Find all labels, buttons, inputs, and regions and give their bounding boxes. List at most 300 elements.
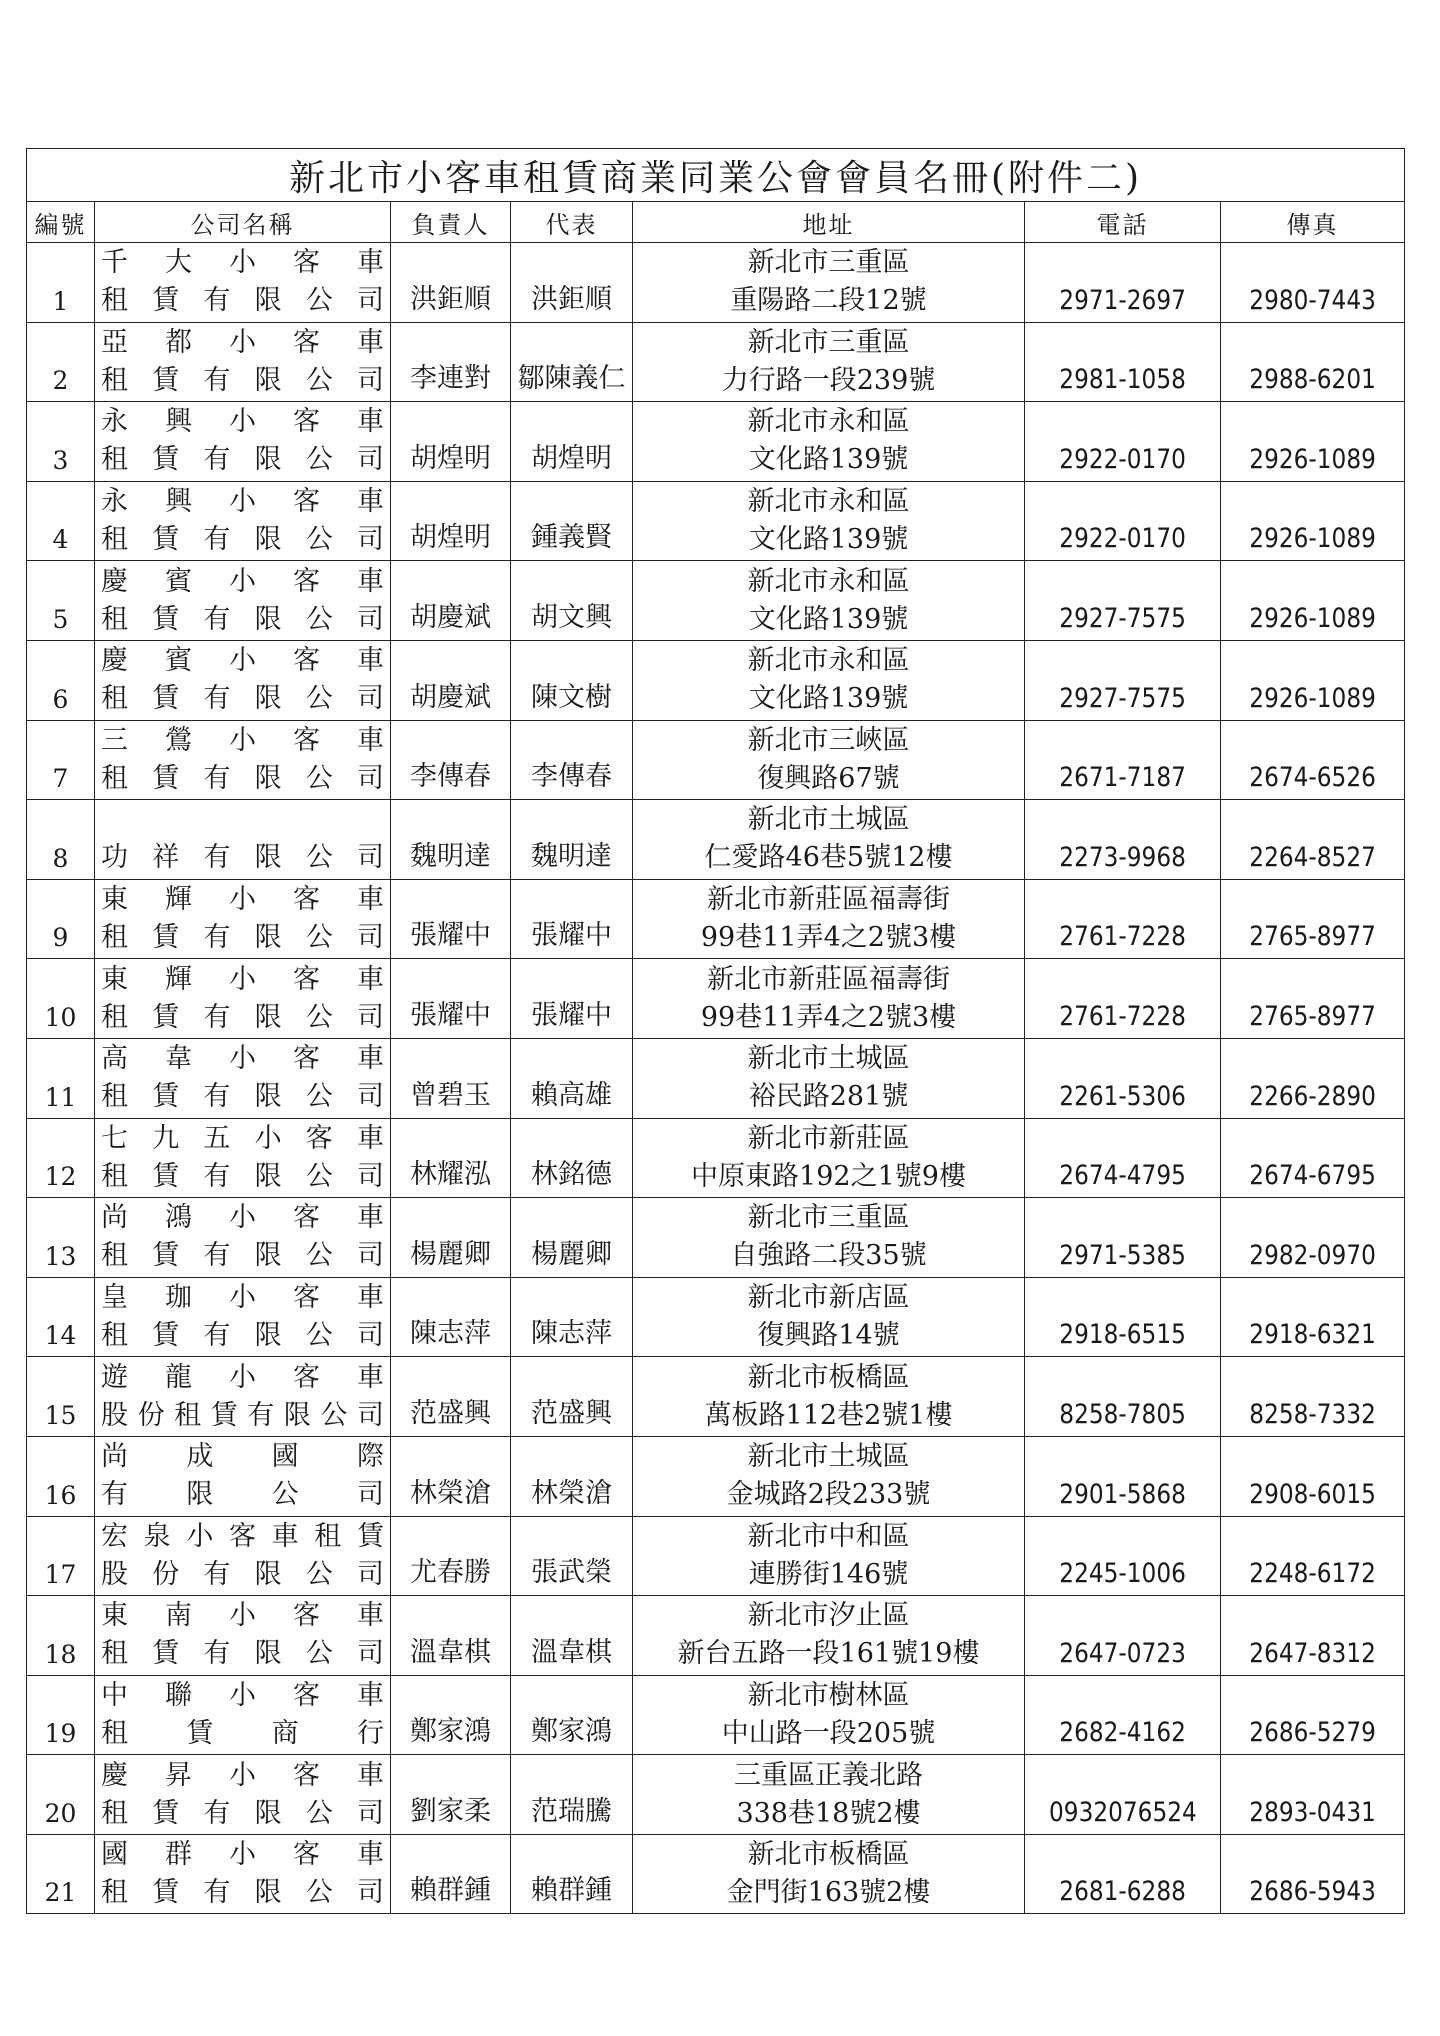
page-title: 新北市小客車租賃商業同業公會會員名冊(附件二) bbox=[27, 149, 1405, 202]
owner-name: 胡煌明 bbox=[391, 402, 511, 482]
representative-name: 溫韋棋 bbox=[511, 1596, 633, 1676]
table-row bbox=[27, 243, 1405, 323]
company-name-line: 東 南 小 客 車 bbox=[101, 1600, 384, 1632]
phone-number bbox=[1025, 640, 1221, 720]
representative-name: 張武榮 bbox=[511, 1516, 633, 1596]
company-name-line: 租 賃 有 限 公 司 bbox=[101, 762, 384, 794]
fax-value: 2674-6795 bbox=[1249, 1160, 1376, 1192]
company-name-line: 有 限 公 司 bbox=[101, 1479, 384, 1511]
address-line: 新北市土城區 bbox=[747, 804, 910, 836]
representative-name: 陳文樹 bbox=[511, 640, 633, 720]
fax-number bbox=[1221, 720, 1405, 800]
company-name-line: 東 輝 小 客 車 bbox=[101, 963, 384, 995]
fax-value: 2686-5943 bbox=[1249, 1876, 1376, 1908]
phone-value: 2261-5306 bbox=[1059, 1080, 1186, 1112]
address bbox=[633, 402, 1025, 482]
fax-value: 2765-8977 bbox=[1249, 921, 1376, 953]
company-name-line: 租 賃 有 限 公 司 bbox=[101, 1638, 384, 1670]
fax-number bbox=[1221, 1277, 1405, 1357]
phone-value: 2927-7575 bbox=[1059, 602, 1186, 634]
phone-number bbox=[1025, 243, 1221, 323]
owner-name: 楊麗卿 bbox=[391, 1198, 511, 1278]
owner-name: 尤春勝 bbox=[391, 1516, 511, 1596]
address-line: 新北市土城區 bbox=[747, 1441, 910, 1473]
representative-name: 洪鉅順 bbox=[511, 243, 633, 323]
address-line: 裕民路281號 bbox=[748, 1081, 909, 1113]
address-line: 力行路一段239號 bbox=[721, 364, 936, 396]
member-number: 17 bbox=[27, 1516, 95, 1596]
fax-value: 2248-6172 bbox=[1249, 1558, 1376, 1590]
member-number: 21 bbox=[27, 1834, 95, 1914]
header-fax: 傳真 bbox=[1221, 202, 1405, 243]
fax-number bbox=[1221, 959, 1405, 1039]
representative-name: 林銘德 bbox=[511, 1118, 633, 1198]
fax-value: 2893-0431 bbox=[1249, 1796, 1376, 1828]
representative-name: 鄒陳義仁 bbox=[511, 322, 633, 402]
table-row bbox=[27, 1596, 1405, 1676]
address-line: 新北市板橋區 bbox=[747, 1361, 910, 1393]
member-number: 19 bbox=[27, 1675, 95, 1755]
phone-value: 2761-7228 bbox=[1059, 1000, 1186, 1032]
member-number: 10 bbox=[27, 959, 95, 1039]
company-name-line: 租 賃 有 限 公 司 bbox=[101, 683, 384, 715]
phone-number bbox=[1025, 1834, 1221, 1914]
phone-value: 2971-2697 bbox=[1059, 284, 1186, 316]
phone-number bbox=[1025, 322, 1221, 402]
address bbox=[633, 243, 1025, 323]
company-name-line: 租 賃 有 限 公 司 bbox=[101, 285, 384, 317]
table-row bbox=[27, 481, 1405, 561]
address-line: 萬板路112巷2號1樓 bbox=[704, 1399, 953, 1431]
address bbox=[633, 481, 1025, 561]
table-row bbox=[27, 959, 1405, 1039]
fax-value: 2765-8977 bbox=[1249, 1000, 1376, 1032]
company-name bbox=[95, 322, 391, 402]
address bbox=[633, 1118, 1025, 1198]
address bbox=[633, 1277, 1025, 1357]
table-row bbox=[27, 1436, 1405, 1516]
header-address: 地址 bbox=[633, 202, 1025, 243]
phone-value: 2273-9968 bbox=[1059, 841, 1186, 873]
phone-number bbox=[1025, 1436, 1221, 1516]
address bbox=[633, 322, 1025, 402]
member-number: 3 bbox=[27, 402, 95, 482]
phone-value: 2927-7575 bbox=[1059, 682, 1186, 714]
fax-value: 2918-6321 bbox=[1249, 1319, 1376, 1351]
company-name-line: 東 輝 小 客 車 bbox=[101, 884, 384, 916]
phone-number bbox=[1025, 1755, 1221, 1835]
owner-name: 賴群鍾 bbox=[391, 1834, 511, 1914]
title-row bbox=[27, 149, 1405, 202]
company-name bbox=[95, 959, 391, 1039]
fax-number bbox=[1221, 1038, 1405, 1118]
address-line: 新北市土城區 bbox=[747, 1043, 910, 1075]
representative-name: 魏明達 bbox=[511, 800, 633, 880]
phone-number bbox=[1025, 1357, 1221, 1437]
table-row bbox=[27, 1755, 1405, 1835]
table-row bbox=[27, 1277, 1405, 1357]
header-phone: 電話 bbox=[1025, 202, 1221, 243]
company-name bbox=[95, 1277, 391, 1357]
member-number: 6 bbox=[27, 640, 95, 720]
fax-number bbox=[1221, 322, 1405, 402]
table-row bbox=[27, 879, 1405, 959]
address-line: 新北市永和區 bbox=[747, 406, 910, 438]
address-line: 新北市板橋區 bbox=[747, 1839, 910, 1871]
company-name-line: 租 賃 有 限 公 司 bbox=[101, 524, 384, 556]
phone-value: 2682-4162 bbox=[1059, 1717, 1186, 1749]
fax-value: 2926-1089 bbox=[1249, 443, 1376, 475]
address-line: 新北市永和區 bbox=[747, 565, 910, 597]
fax-number bbox=[1221, 1596, 1405, 1676]
company-name bbox=[95, 1357, 391, 1437]
owner-name: 曾碧玉 bbox=[391, 1038, 511, 1118]
phone-number bbox=[1025, 879, 1221, 959]
owner-name: 李連對 bbox=[391, 322, 511, 402]
representative-name: 賴高雄 bbox=[511, 1038, 633, 1118]
company-name bbox=[95, 800, 391, 880]
address bbox=[633, 959, 1025, 1039]
address bbox=[633, 800, 1025, 880]
phone-number bbox=[1025, 1596, 1221, 1676]
company-name-line: 永 興 小 客 車 bbox=[101, 406, 384, 438]
address-line: 金城路2段233號 bbox=[726, 1479, 931, 1511]
address bbox=[633, 879, 1025, 959]
company-name-line: 七 九 五 小 客 車 bbox=[101, 1122, 384, 1154]
address-line: 新北市新莊區福壽街 bbox=[707, 963, 950, 995]
phone-value: 2922-0170 bbox=[1059, 523, 1186, 555]
company-name-line: 租 賃 有 限 公 司 bbox=[101, 1160, 384, 1192]
fax-number bbox=[1221, 879, 1405, 959]
phone-value: 2761-7228 bbox=[1059, 921, 1186, 953]
fax-number bbox=[1221, 1198, 1405, 1278]
fax-number bbox=[1221, 402, 1405, 482]
fax-number bbox=[1221, 561, 1405, 641]
company-name-line: 租 賃 有 限 公 司 bbox=[101, 444, 384, 476]
phone-number bbox=[1025, 481, 1221, 561]
company-name bbox=[95, 1675, 391, 1755]
company-name-line bbox=[101, 801, 384, 839]
phone-value: 8258-7805 bbox=[1059, 1398, 1186, 1430]
address-line: 文化路139號 bbox=[748, 444, 909, 476]
owner-name: 范盛興 bbox=[391, 1357, 511, 1437]
fax-value: 2926-1089 bbox=[1249, 523, 1376, 555]
owner-name: 林耀泓 bbox=[391, 1118, 511, 1198]
company-name-line: 慶 賓 小 客 車 bbox=[101, 645, 384, 677]
table-row bbox=[27, 561, 1405, 641]
header-rep: 代表 bbox=[511, 202, 633, 243]
company-name-line: 慶 賓 小 客 車 bbox=[101, 565, 384, 597]
fax-value: 2647-8312 bbox=[1249, 1637, 1376, 1669]
member-number: 7 bbox=[27, 720, 95, 800]
address-line: 復興路67號 bbox=[757, 762, 900, 794]
address-line: 新北市新莊區福壽街 bbox=[707, 884, 950, 916]
company-name-line: 租 賃 有 限 公 司 bbox=[101, 1797, 384, 1829]
address-line: 文化路139號 bbox=[748, 603, 909, 635]
representative-name: 楊麗卿 bbox=[511, 1198, 633, 1278]
company-name-line: 三 鶯 小 客 車 bbox=[101, 724, 384, 756]
owner-name: 李傳春 bbox=[391, 720, 511, 800]
table-row bbox=[27, 1118, 1405, 1198]
address-line: 新北市三重區 bbox=[747, 247, 910, 279]
header-owner: 負責人 bbox=[391, 202, 511, 243]
owner-name: 劉家柔 bbox=[391, 1755, 511, 1835]
company-name bbox=[95, 879, 391, 959]
member-number: 15 bbox=[27, 1357, 95, 1437]
company-name-line: 尚 成 國 際 bbox=[101, 1441, 384, 1473]
owner-name: 魏明達 bbox=[391, 800, 511, 880]
company-name-line: 中 聯 小 客 車 bbox=[101, 1679, 384, 1711]
address-line: 338巷18號2樓 bbox=[736, 1797, 921, 1829]
address bbox=[633, 561, 1025, 641]
company-name-line: 功 祥 有 限 公 司 bbox=[101, 842, 384, 874]
address bbox=[633, 1436, 1025, 1516]
fax-number bbox=[1221, 1436, 1405, 1516]
table-row bbox=[27, 1038, 1405, 1118]
owner-name: 張耀中 bbox=[391, 959, 511, 1039]
address bbox=[633, 1357, 1025, 1437]
company-name-line: 宏 泉 小 客 車 租 賃 bbox=[101, 1520, 384, 1552]
phone-number bbox=[1025, 561, 1221, 641]
representative-name: 林榮滄 bbox=[511, 1436, 633, 1516]
company-name-line: 租 賃 有 限 公 司 bbox=[101, 603, 384, 635]
representative-name: 賴群鍾 bbox=[511, 1834, 633, 1914]
address-line: 自強路二段35號 bbox=[730, 1240, 927, 1272]
representative-name: 張耀中 bbox=[511, 879, 633, 959]
phone-value: 2674-4795 bbox=[1059, 1160, 1186, 1192]
company-name-line: 租 賃 有 限 公 司 bbox=[101, 1081, 384, 1113]
member-number: 2 bbox=[27, 322, 95, 402]
member-number: 20 bbox=[27, 1755, 95, 1835]
representative-name: 胡文興 bbox=[511, 561, 633, 641]
address-line: 中山路一段205號 bbox=[721, 1717, 936, 1749]
phone-number bbox=[1025, 1516, 1221, 1596]
phone-number bbox=[1025, 800, 1221, 880]
member-number: 14 bbox=[27, 1277, 95, 1357]
address-line: 新北市新店區 bbox=[747, 1282, 910, 1314]
address-line: 新北市新莊區 bbox=[747, 1122, 910, 1154]
representative-name: 陳志萍 bbox=[511, 1277, 633, 1357]
address-line: 新北市中和區 bbox=[747, 1520, 910, 1552]
company-name-line: 高 韋 小 客 車 bbox=[101, 1043, 384, 1075]
representative-name: 胡煌明 bbox=[511, 402, 633, 482]
fax-number bbox=[1221, 1834, 1405, 1914]
company-name-line: 尚 鴻 小 客 車 bbox=[101, 1202, 384, 1234]
company-name-line: 永 興 小 客 車 bbox=[101, 486, 384, 518]
phone-value: 0932076524 bbox=[1048, 1796, 1197, 1828]
address-line: 新北市汐止區 bbox=[747, 1600, 910, 1632]
address-line: 新北市永和區 bbox=[747, 645, 910, 677]
company-name bbox=[95, 243, 391, 323]
owner-name: 林榮滄 bbox=[391, 1436, 511, 1516]
table-row bbox=[27, 1357, 1405, 1437]
address-line: 新台五路一段161號19樓 bbox=[677, 1638, 980, 1670]
table-row bbox=[27, 720, 1405, 800]
address bbox=[633, 1675, 1025, 1755]
phone-number bbox=[1025, 1198, 1221, 1278]
company-name bbox=[95, 481, 391, 561]
phone-value: 2245-1006 bbox=[1059, 1558, 1186, 1590]
table-row bbox=[27, 402, 1405, 482]
address-line: 重陽路二段12號 bbox=[730, 285, 927, 317]
address-line: 新北市永和區 bbox=[747, 486, 910, 518]
address-line: 新北市三重區 bbox=[747, 326, 910, 358]
address bbox=[633, 1755, 1025, 1835]
representative-name: 張耀中 bbox=[511, 959, 633, 1039]
address-line: 99巷11弄4之2號3樓 bbox=[700, 1001, 957, 1033]
member-roster-sheet bbox=[26, 148, 1404, 1914]
phone-value: 2681-6288 bbox=[1059, 1876, 1186, 1908]
company-name-line: 租 賃 有 限 公 司 bbox=[101, 1001, 384, 1033]
address bbox=[633, 1834, 1025, 1914]
table-row bbox=[27, 1516, 1405, 1596]
company-name-line: 亞 都 小 客 車 bbox=[101, 326, 384, 358]
address-line: 中原東路192之1號9樓 bbox=[691, 1160, 966, 1192]
phone-number bbox=[1025, 1675, 1221, 1755]
address-line: 新北市三峽區 bbox=[747, 724, 910, 756]
fax-value: 8258-7332 bbox=[1249, 1398, 1376, 1430]
company-name bbox=[95, 1755, 391, 1835]
phone-value: 2918-6515 bbox=[1059, 1319, 1186, 1351]
fax-value: 2926-1089 bbox=[1249, 602, 1376, 634]
company-name bbox=[95, 402, 391, 482]
company-name bbox=[95, 1436, 391, 1516]
company-name-line: 慶 昇 小 客 車 bbox=[101, 1759, 384, 1791]
header-company: 公司名稱 bbox=[95, 202, 391, 243]
company-name-line: 遊 龍 小 客 車 bbox=[101, 1361, 384, 1393]
fax-number bbox=[1221, 1755, 1405, 1835]
company-name bbox=[95, 720, 391, 800]
company-name-line: 股 份 租 賃 有 限 公 司 bbox=[101, 1399, 384, 1431]
table-row bbox=[27, 640, 1405, 720]
member-number: 5 bbox=[27, 561, 95, 641]
fax-number bbox=[1221, 1118, 1405, 1198]
member-number: 11 bbox=[27, 1038, 95, 1118]
address-line: 文化路139號 bbox=[748, 524, 909, 556]
phone-number bbox=[1025, 1118, 1221, 1198]
company-name-line: 租 賃 有 限 公 司 bbox=[101, 1877, 384, 1909]
fax-value: 2674-6526 bbox=[1249, 762, 1376, 794]
member-table bbox=[26, 148, 1405, 1914]
address-line: 仁愛路46巷5號12樓 bbox=[704, 842, 953, 874]
company-name bbox=[95, 1118, 391, 1198]
fax-number bbox=[1221, 1357, 1405, 1437]
owner-name: 洪鉅順 bbox=[391, 243, 511, 323]
fax-number bbox=[1221, 800, 1405, 880]
address bbox=[633, 640, 1025, 720]
representative-name: 范瑞騰 bbox=[511, 1755, 633, 1835]
company-name bbox=[95, 1198, 391, 1278]
company-name-line: 租 賃 有 限 公 司 bbox=[101, 922, 384, 954]
address-line: 金門街163號2樓 bbox=[726, 1877, 931, 1909]
phone-number bbox=[1025, 1038, 1221, 1118]
fax-number bbox=[1221, 1675, 1405, 1755]
company-name-line: 皇 珈 小 客 車 bbox=[101, 1282, 384, 1314]
header-num: 編號 bbox=[27, 202, 95, 243]
company-name-line: 租 賃 商 行 bbox=[101, 1717, 384, 1749]
representative-name: 鍾義賢 bbox=[511, 481, 633, 561]
representative-name: 鄭家鴻 bbox=[511, 1675, 633, 1755]
owner-name: 胡煌明 bbox=[391, 481, 511, 561]
member-number: 12 bbox=[27, 1118, 95, 1198]
member-number: 13 bbox=[27, 1198, 95, 1278]
representative-name: 李傳春 bbox=[511, 720, 633, 800]
address-line: 新北市三重區 bbox=[747, 1202, 910, 1234]
address-line: 復興路14號 bbox=[757, 1320, 900, 1352]
owner-name: 溫韋棋 bbox=[391, 1596, 511, 1676]
table-row bbox=[27, 322, 1405, 402]
address-line: 文化路139號 bbox=[748, 683, 909, 715]
table-row bbox=[27, 1675, 1405, 1755]
phone-number bbox=[1025, 402, 1221, 482]
owner-name: 張耀中 bbox=[391, 879, 511, 959]
fax-value: 2266-2890 bbox=[1249, 1080, 1376, 1112]
address bbox=[633, 720, 1025, 800]
company-name bbox=[95, 561, 391, 641]
phone-number bbox=[1025, 720, 1221, 800]
fax-number bbox=[1221, 243, 1405, 323]
fax-value: 2982-0970 bbox=[1249, 1239, 1376, 1271]
member-number: 4 bbox=[27, 481, 95, 561]
company-name bbox=[95, 1038, 391, 1118]
phone-value: 2901-5868 bbox=[1059, 1478, 1186, 1510]
member-number: 18 bbox=[27, 1596, 95, 1676]
address bbox=[633, 1038, 1025, 1118]
phone-value: 2671-7187 bbox=[1059, 762, 1186, 794]
fax-value: 2264-8527 bbox=[1249, 841, 1376, 873]
phone-value: 2922-0170 bbox=[1059, 443, 1186, 475]
company-name-line: 千 大 小 客 車 bbox=[101, 247, 384, 279]
owner-name: 胡慶斌 bbox=[391, 561, 511, 641]
fax-value: 2980-7443 bbox=[1249, 284, 1376, 316]
phone-value: 2981-1058 bbox=[1059, 364, 1186, 396]
address bbox=[633, 1198, 1025, 1278]
member-rows bbox=[27, 243, 1405, 1914]
company-name-line: 租 賃 有 限 公 司 bbox=[101, 1320, 384, 1352]
address bbox=[633, 1516, 1025, 1596]
company-name bbox=[95, 1596, 391, 1676]
address-line: 連勝街146號 bbox=[748, 1558, 909, 1590]
company-name bbox=[95, 1516, 391, 1596]
fax-value: 2988-6201 bbox=[1249, 364, 1376, 396]
table-row bbox=[27, 800, 1405, 880]
fax-value: 2686-5279 bbox=[1249, 1717, 1376, 1749]
phone-number bbox=[1025, 1277, 1221, 1357]
table-row bbox=[27, 1198, 1405, 1278]
address-line: 99巷11弄4之2號3樓 bbox=[700, 922, 957, 954]
fax-value: 2926-1089 bbox=[1249, 682, 1376, 714]
address bbox=[633, 1596, 1025, 1676]
phone-value: 2971-5385 bbox=[1059, 1239, 1186, 1271]
company-name-line: 股 份 有 限 公 司 bbox=[101, 1558, 384, 1590]
company-name-line: 租 賃 有 限 公 司 bbox=[101, 364, 384, 396]
table-row bbox=[27, 1834, 1405, 1914]
company-name bbox=[95, 640, 391, 720]
member-number: 1 bbox=[27, 243, 95, 323]
phone-number bbox=[1025, 959, 1221, 1039]
representative-name: 范盛興 bbox=[511, 1357, 633, 1437]
address-line: 新北市樹林區 bbox=[747, 1679, 910, 1711]
fax-value: 2908-6015 bbox=[1249, 1478, 1376, 1510]
company-name-line: 國 群 小 客 車 bbox=[101, 1839, 384, 1871]
fax-number bbox=[1221, 481, 1405, 561]
fax-number bbox=[1221, 640, 1405, 720]
address-line: 三重區正義北路 bbox=[734, 1759, 923, 1791]
owner-name: 陳志萍 bbox=[391, 1277, 511, 1357]
owner-name: 鄭家鴻 bbox=[391, 1675, 511, 1755]
company-name-line: 租 賃 有 限 公 司 bbox=[101, 1240, 384, 1272]
company-name bbox=[95, 1834, 391, 1914]
